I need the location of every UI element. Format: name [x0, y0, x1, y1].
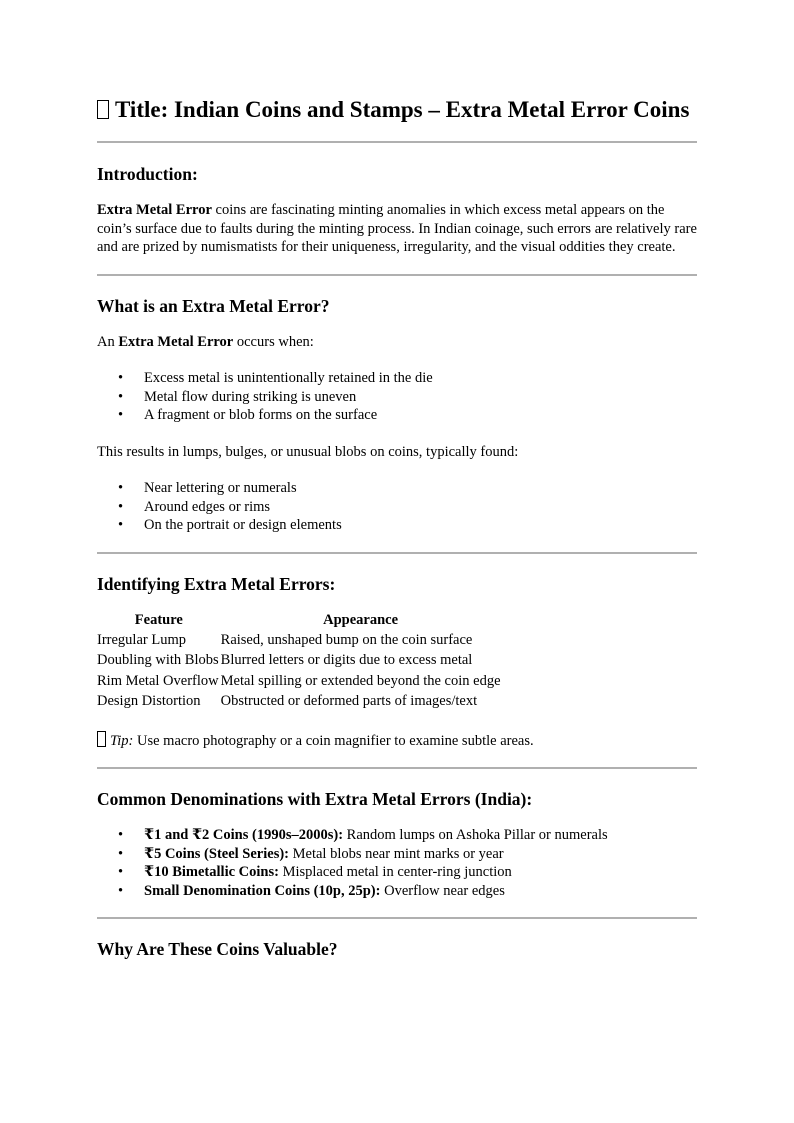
table-row — [97, 650, 501, 671]
table-row — [97, 671, 501, 692]
intro-text: coins are fascinating minting anomalies in which excess metal appears on the coin’s surface due to faults during the minting process. In Indian coinage, such errors are relatively rare and are prized by numismatists for their uniqueness, irregularity, and the visual oddities they create. — [97, 202, 697, 255]
section-heading-identifying: Identifying Extra Metal Errors: — [97, 573, 336, 594]
page-title — [97, 95, 697, 124]
list-item: • ₹10 Bimetallic Coins: Misplaced metal in center-ring junction — [118, 864, 512, 880]
table-cell: Raised, unshaped bump on the coin surface — [220, 631, 473, 648]
tip-placeholder-icon — [97, 731, 106, 747]
document-body — [97, 95, 697, 960]
table-row — [97, 691, 501, 712]
divider — [97, 767, 697, 769]
tip-text: Use macro photography or a coin magnifier to examine subtle areas. — [133, 732, 534, 749]
table-cell: Design Distortion — [97, 693, 201, 709]
list-item: • Metal flow during striking is uneven — [118, 388, 357, 405]
intro-paragraph — [97, 201, 697, 257]
locations-list — [97, 479, 697, 535]
list-item: • Around edges or rims — [118, 498, 271, 515]
what-is-lead-prefix: An — [97, 333, 119, 350]
tip-paragraph — [97, 731, 697, 751]
list-item: • ₹5 Coins (Steel Series): Metal blobs near mint marks or year — [118, 845, 504, 862]
results-paragraph: This results in lumps, bulges, or unusual blobs on coins, typically found: — [97, 443, 519, 460]
section-heading-valuable: Why Are These Coins Valuable? — [97, 939, 338, 959]
list-item: • Near lettering or numerals — [118, 480, 297, 496]
table-cell: Irregular Lump — [97, 631, 186, 648]
denominations-list — [97, 826, 697, 900]
table-cell: Metal spilling or extended beyond the coin edge — [220, 672, 501, 689]
divider — [97, 552, 697, 554]
what-is-lead-suffix: occurs when: — [233, 333, 314, 350]
divider — [97, 917, 697, 919]
causes-list — [97, 369, 697, 425]
list-item: • A fragment or blob forms on the surface — [118, 407, 378, 423]
table-header-row — [97, 610, 501, 630]
list-item: • Small Denomination Coins (10p, 25p): Overflow near edges — [118, 882, 505, 899]
intro-bold-lead: Extra Metal Error — [97, 202, 212, 218]
what-is-lead — [97, 333, 697, 352]
list-item: • ₹1 and ₹2 Coins (1990s–2000s): Random lumps on Ashoka Pillar or numerals — [118, 827, 608, 843]
placeholder-glyph-icon — [97, 100, 109, 119]
divider — [97, 274, 697, 276]
table-cell: Blurred letters or digits due to excess metal — [220, 652, 473, 668]
section-heading-introduction: Introduction: — [97, 164, 198, 184]
what-is-lead-bold: Extra Metal Error — [118, 333, 234, 350]
list-item: • Excess metal is unintentionally retained in the die — [118, 370, 433, 386]
tip-label: Tip: — [110, 732, 134, 749]
feature-table — [97, 610, 501, 712]
table-cell: Obstructed or deformed parts of images/text — [220, 693, 478, 709]
page-title-text: Title: Indian Coins and Stamps – Extra Metal Error Coins — [115, 97, 690, 122]
column-header-feature: Feature — [134, 611, 183, 628]
table-row — [97, 630, 501, 651]
table-cell: Doubling with Blobs — [97, 652, 219, 668]
section-heading-denominations: Common Denominations with Extra Metal Errors (India): — [97, 789, 533, 809]
divider — [97, 141, 697, 143]
column-header-appearance: Appearance — [323, 611, 399, 628]
list-item: • On the portrait or design elements — [118, 517, 342, 533]
table-cell: Rim Metal Overflow — [97, 672, 219, 689]
section-heading-what-is: What is an Extra Metal Error? — [97, 295, 330, 316]
